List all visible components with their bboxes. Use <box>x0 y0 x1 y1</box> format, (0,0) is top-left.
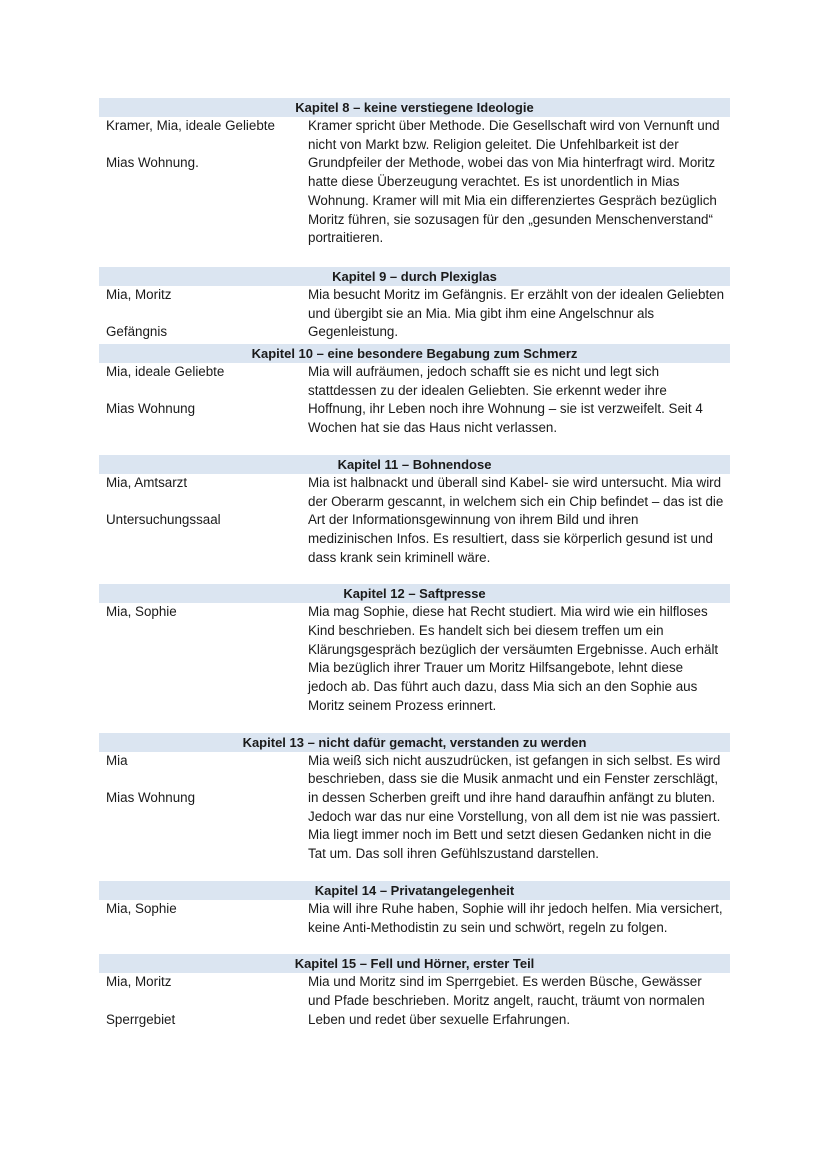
chapter-location: Mias Wohnung <box>106 789 196 805</box>
chapter-summary-table <box>99 98 730 1029</box>
chapter-characters: Kramer, Mia, ideale Geliebte <box>106 118 275 133</box>
chapter-12 <box>99 584 730 715</box>
chapter-15 <box>99 954 730 1029</box>
chapter-location: Gefängnis <box>106 324 168 340</box>
chapter-10 <box>99 344 730 438</box>
chapter-characters: Mia, Amtsarzt <box>106 474 188 490</box>
chapter-summary: Mia ist halbnackt und überall sind Kabel- sie wird untersucht. Mia wird der Oberarm gescannt, in welchem sich ein Chip befindet – das ist die Art der Informationsgewinnung von ihrem Bild und ihren medizinischen Infos. Es resultiert, dass sie körperlich gesund ist und dass krank sein kriminell wäre. <box>308 474 724 565</box>
chapter-location: Untersuchungssaal <box>106 512 221 528</box>
chapter-summary: Mia und Moritz sind im Sperrgebiet. Es werden Büsche, Gewässer und Pfade beschrieben. Moritz angelt, raucht, träumt von normalen Leben und redet über sexuelle Erfahrungen. <box>308 974 705 1027</box>
chapter-location: Mias Wohnung <box>106 401 196 417</box>
chapter-characters: Mia, Sophie <box>106 604 177 620</box>
chapter-location: Sperrgebiet <box>106 1011 176 1027</box>
chapter-8 <box>99 98 730 248</box>
chapter-title: Kapitel 12 – Saftpresse <box>99 584 730 603</box>
chapter-characters: Mia <box>106 752 128 768</box>
chapter-13 <box>99 733 730 864</box>
chapter-summary: Mia mag Sophie, diese hat Recht studiert. Mia wird wie ein hilfloses Kind beschrieben. Es handelt sich bei diesem treffen um ein Klärungsgespräch bezüglich der versäumten Ergebnisse. Auch erhält Mia bezüglich ihrer Trauer um Moritz Hilfsangebote, lehnt diese jedoch ab. Das führt auch dazu, dass Mia sich an den Sophie aus Moritz seinem Prozess erinnert. <box>308 604 719 713</box>
chapter-characters: Mia, Moritz <box>106 286 172 302</box>
chapter-summary: Mia weiß sich nicht auszudrücken, ist gefangen in sich selbst. Es wird beschrieben, dass sie die Musik anmacht und ein Fenster zerschlägt, in dessen Scherben greift und ihre hand daraufhin anfängt zu bluten. Jedoch war das nur eine Vorstellung, von all dem ist nie was passiert. Mia liegt immer noch im Bett und setzt diesen Gedanken nicht in die Tat um. Das soll ihren Gefühlszustand darstellen. <box>308 752 721 862</box>
chapter-summary: Kramer spricht über Methode. Die Gesellschaft wird von Vernunft und nicht von Markt bzw. Religion geleitet. Die Unfehlbarkeit ist der Grundpfeiler der Methode, wobei das von Mia hinterfragt wird. Moritz hatte diese Überzeugung verachtet. Es ist unordentlich in Mias Wohnung. Kramer will mit Mia ein differenziertes Gespräch bezüglich Moritz führen, sie sozusagen für den „gesunden Menschenverstand“ portraitieren. <box>308 118 720 246</box>
chapter-title: Kapitel 8 – keine verstiegene Ideologie <box>99 98 730 117</box>
chapter-characters: Mia, ideale Geliebte <box>106 364 225 380</box>
chapter-title: Kapitel 11 – Bohnendose <box>99 455 730 474</box>
chapter-11 <box>99 455 730 568</box>
chapter-location: Mias Wohnung. <box>106 155 199 171</box>
chapter-summary: Mia will ihre Ruhe haben, Sophie will ihr jedoch helfen. Mia versichert, keine Anti-Methodistin zu sein und schwört, regeln zu folgen. <box>308 900 723 935</box>
chapter-title: Kapitel 9 – durch Plexiglas <box>99 267 730 286</box>
chapter-title: Kapitel 14 – Privatangelegenheit <box>99 881 730 900</box>
chapter-9 <box>99 267 730 342</box>
chapter-summary: Mia will aufräumen, jedoch schafft sie es nicht und legt sich stattdessen zu der idealen Geliebten. Sie erkennt weder ihre Hoffnung, ihr Leben noch ihre Wohnung – sie ist verzweifelt. Seit 4 Wochen hat sie das Haus nicht verlassen. <box>308 364 703 436</box>
chapter-14 <box>99 881 730 937</box>
chapter-summary: Mia besucht Moritz im Gefängnis. Er erzählt von der idealen Geliebten und übergibt sie an Mia. Mia gibt ihm eine Angelschnur als Gegenleistung. <box>308 286 725 340</box>
chapter-characters: Mia, Sophie <box>106 900 177 916</box>
chapter-title: Kapitel 15 – Fell und Hörner, erster Teil <box>99 954 730 973</box>
chapter-title: Kapitel 13 – nicht dafür gemacht, verstanden zu werden <box>99 733 730 752</box>
chapter-title: Kapitel 10 – eine besondere Begabung zum Schmerz <box>99 344 730 363</box>
chapter-characters: Mia, Moritz <box>106 974 172 990</box>
